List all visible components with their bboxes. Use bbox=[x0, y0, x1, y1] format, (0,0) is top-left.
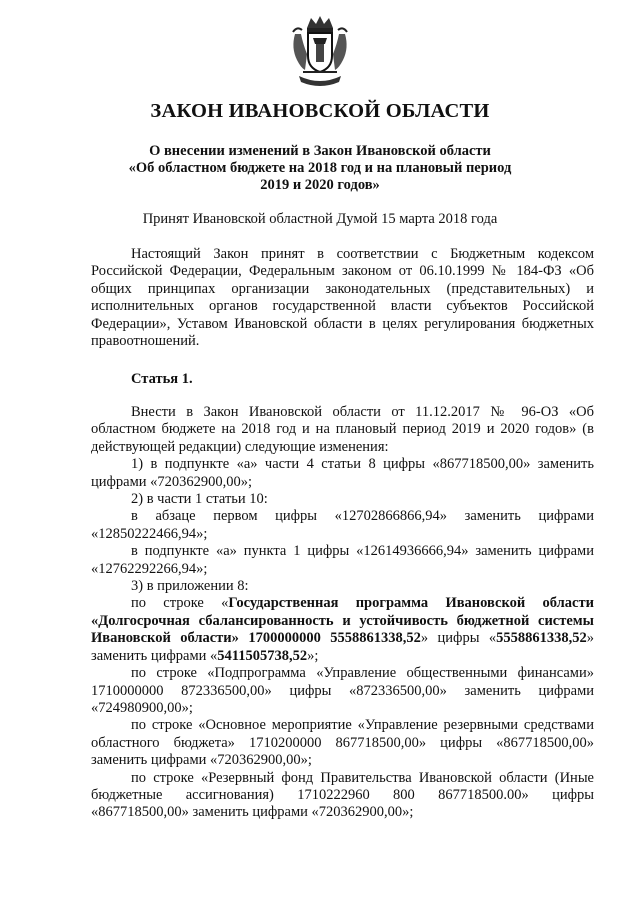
amendment-item: 3) в приложении 8: bbox=[131, 578, 249, 595]
text-fragment: » заменить цифрами « bbox=[91, 630, 594, 664]
amendment-subitem: по строке «Подпрограмма «Управление общественными финансами» 1710000000 872336500,00» цифры «872336500,00» заменить цифрами «724980900,00»; bbox=[91, 665, 594, 716]
amendment-subitem: в подпункте «а» пункта 1 цифры «12614936666,94» заменить цифрами «12762292266,94»; bbox=[91, 543, 594, 577]
new-amount-bold: 5411505738,52 bbox=[217, 647, 308, 664]
text-fragment: »; bbox=[307, 647, 319, 664]
amendment-subitem-program bbox=[91, 595, 594, 665]
amendment-item: 1) в подпункте «а» части 4 статьи 8 цифры «867718500,00» заменить цифрами «720362900,00»; bbox=[91, 456, 594, 490]
law-title: ЗАКОН ИВАНОВСКОЙ ОБЛАСТИ bbox=[150, 100, 490, 122]
program-name-bold: Государственная программа Ивановской области «Долгосрочная сбалансированность и устойчивость бюджетной системы Ивановской области» 1700000000 5558861338,52 bbox=[91, 595, 594, 647]
subtitle-line: 2019 и 2020 годов» bbox=[260, 177, 380, 193]
law-subtitle bbox=[110, 143, 530, 194]
preamble bbox=[91, 246, 594, 350]
coat-of-arms-icon bbox=[289, 14, 351, 90]
amendment-item: 2) в части 1 статьи 10: bbox=[131, 491, 268, 508]
preamble-paragraph: Настоящий Закон принят в соответствии с Бюджетным кодексом Российской Федерации, Федеральным законом от 06.10.1999 № 184-ФЗ «Об общих принципах организации законодательных (представительных) и исполнительных органов государственной власти субъектов Российской Федерации», Уставом Ивановской области в целях регулирования бюджетных правоотношений. bbox=[91, 246, 594, 350]
subtitle-line: О внесении изменений в Закон Ивановской области bbox=[149, 143, 491, 159]
adoption-note: Принят Ивановской областной Думой 15 марта 2018 года bbox=[142, 211, 498, 227]
amendment-subitem: по строке «Резервный фонд Правительства Ивановской области (Иные бюджетные ассигнования) 1710222960 800 867718500.00» цифры «867718500,00» заменить цифрами «720362900,00»; bbox=[91, 769, 594, 821]
text-fragment: по строке « bbox=[131, 595, 229, 612]
amendment-subitem: по строке «Основное мероприятие «Управление резервными средствами областного бюджета» 1710200000 867718500,00» цифры «867718500,00» заменить цифрами «720362900,00»; bbox=[91, 717, 594, 769]
article-content bbox=[91, 404, 594, 822]
amendment-subitem: в абзаце первом цифры «12702866866,94» заменить цифрами «12850222466,94»; bbox=[91, 508, 594, 542]
text-fragment: » цифры « bbox=[420, 630, 497, 647]
article-heading: Статья 1. bbox=[131, 371, 193, 387]
subtitle-line: «Об областном бюджете на 2018 год и на плановый период bbox=[128, 160, 512, 176]
old-amount-bold: 5558861338,52 bbox=[496, 630, 587, 647]
article-intro: Внести в Закон Ивановской области от 11.12.2017 № 96-ОЗ «Об областном бюджете на 2018 год и на плановый период 2019 и 2020 годов» (в действующей редакции) следующие изменения: bbox=[91, 404, 594, 455]
